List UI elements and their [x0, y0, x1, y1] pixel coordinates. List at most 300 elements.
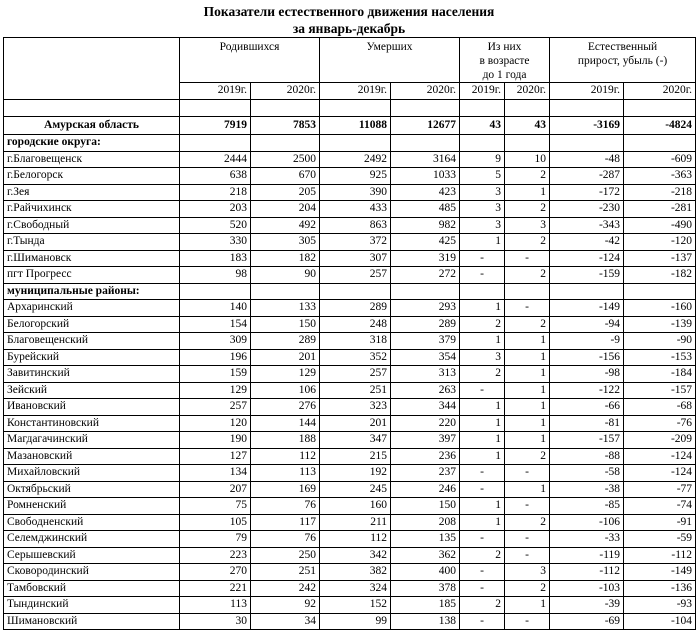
territory-name: г.Шимановск	[4, 250, 180, 267]
territory-name: г.Благовещенск	[4, 151, 180, 168]
table-cell: 183	[180, 250, 251, 267]
table-cell: -136	[624, 580, 696, 597]
table-cell: 1	[505, 333, 550, 350]
table-cell: -33	[550, 531, 624, 548]
empty-cell	[320, 283, 391, 300]
table-cell: -98	[550, 366, 624, 383]
table-cell: -	[460, 531, 505, 548]
territory-name: Амурская область	[4, 117, 180, 135]
empty-cell	[180, 135, 251, 152]
table-cell: 127	[180, 448, 251, 465]
table-cell: -48	[550, 151, 624, 168]
table-cell: -343	[550, 217, 624, 234]
empty-cell	[460, 283, 505, 300]
table-cell: 1	[505, 349, 550, 366]
table-cell: 154	[180, 316, 251, 333]
table-cell: -184	[624, 366, 696, 383]
table-cell: 169	[251, 481, 320, 498]
table-cell: 307	[320, 250, 391, 267]
table-cell: 347	[320, 432, 391, 449]
table-cell: 138	[391, 613, 460, 630]
table-cell: -93	[624, 597, 696, 614]
table-cell: -88	[550, 448, 624, 465]
report-title: Показатели естественного движения населения	[203, 4, 495, 19]
year-header: 2019г.	[180, 83, 251, 100]
table-cell: 76	[251, 531, 320, 548]
table-cell: -103	[550, 580, 624, 597]
territory-name: Тындинский	[4, 597, 180, 614]
table-cell: -209	[624, 432, 696, 449]
section-row	[4, 135, 696, 152]
table-cell: 5	[460, 168, 505, 185]
table-cell: 1	[505, 399, 550, 416]
table-cell: 92	[251, 597, 320, 614]
table-cell: 397	[391, 432, 460, 449]
table-row	[4, 184, 696, 201]
table-cell: -94	[550, 316, 624, 333]
table-cell: 251	[251, 564, 320, 581]
table-cell: 257	[180, 399, 251, 416]
table-cell: 223	[180, 547, 251, 564]
table-cell: 113	[180, 597, 251, 614]
territory-name: Мазановский	[4, 448, 180, 465]
table-cell: 400	[391, 564, 460, 581]
table-row	[4, 399, 696, 416]
table-cell: -77	[624, 481, 696, 498]
territory-name: Селемджинский	[4, 531, 180, 548]
table-cell: 925	[320, 168, 391, 185]
table-cell: -149	[550, 300, 624, 317]
table-cell: 3	[460, 217, 505, 234]
table-cell: 113	[251, 465, 320, 482]
table-cell: -230	[550, 201, 624, 218]
table-cell: 7919	[180, 117, 251, 135]
table-row	[4, 547, 696, 564]
table-cell: 2500	[251, 151, 320, 168]
table-cell: 289	[251, 333, 320, 350]
table-cell: -120	[624, 234, 696, 251]
table-cell: -157	[550, 432, 624, 449]
empty-cell	[550, 283, 624, 300]
population-table	[3, 37, 696, 630]
table-cell: 236	[391, 448, 460, 465]
table-cell: -68	[624, 399, 696, 416]
table-row	[4, 481, 696, 498]
table-cell: 105	[180, 514, 251, 531]
table-cell: -	[505, 300, 550, 317]
territory-name: Белогорский	[4, 316, 180, 333]
table-cell: 1	[460, 432, 505, 449]
table-cell: 520	[180, 217, 251, 234]
table-cell: -	[505, 465, 550, 482]
table-cell: 2492	[320, 151, 391, 168]
territory-name: Завитинский	[4, 366, 180, 383]
table-cell: 106	[251, 382, 320, 399]
table-cell: -42	[550, 234, 624, 251]
table-cell: 3164	[391, 151, 460, 168]
table-cell: 3	[460, 184, 505, 201]
table-cell: -66	[550, 399, 624, 416]
table-cell: 2	[505, 448, 550, 465]
table-cell: 1	[505, 382, 550, 399]
table-cell: 160	[320, 498, 391, 515]
table-cell: 140	[180, 300, 251, 317]
table-cell: -	[460, 382, 505, 399]
table-cell: -	[505, 613, 550, 630]
table-row	[4, 531, 696, 548]
table-cell: 289	[320, 300, 391, 317]
table-cell: 330	[180, 234, 251, 251]
table-cell: 313	[391, 366, 460, 383]
table-cell: 1	[460, 300, 505, 317]
table-cell: 90	[251, 267, 320, 284]
table-cell: 305	[251, 234, 320, 251]
table-cell: 354	[391, 349, 460, 366]
territory-name: Октябрьский	[4, 481, 180, 498]
table-cell: -112	[550, 564, 624, 581]
table-cell: 34	[251, 613, 320, 630]
table-cell: 129	[251, 366, 320, 383]
table-cell: 9	[460, 151, 505, 168]
table-cell: 43	[505, 117, 550, 135]
table-cell: -76	[624, 415, 696, 432]
table-cell: -	[460, 267, 505, 284]
table-cell: 117	[251, 514, 320, 531]
report-subtitle: за январь-декабрь	[292, 21, 406, 36]
table-cell: 11088	[320, 117, 391, 135]
table-row	[4, 465, 696, 482]
territory-name: Бурейский	[4, 349, 180, 366]
territory-name: Свободненский	[4, 514, 180, 531]
table-cell: -3169	[550, 117, 624, 135]
table-cell: 204	[251, 201, 320, 218]
territory-name: Магдагачинский	[4, 432, 180, 449]
table-cell: 982	[391, 217, 460, 234]
year-header: 2019г.	[320, 83, 391, 100]
table-cell: 12677	[391, 117, 460, 135]
table-cell: 220	[391, 415, 460, 432]
table-cell: 218	[180, 184, 251, 201]
table-cell: 1	[460, 514, 505, 531]
table-cell: 211	[320, 514, 391, 531]
section-label: муниципальные районы:	[4, 283, 180, 300]
header-row	[4, 38, 696, 83]
table-cell: -4824	[624, 117, 696, 135]
table-row	[4, 448, 696, 465]
table-cell: 134	[180, 465, 251, 482]
table-cell: 1	[505, 481, 550, 498]
table-row	[4, 597, 696, 614]
table-cell: 208	[391, 514, 460, 531]
table-cell: 135	[391, 531, 460, 548]
table-cell: -124	[624, 448, 696, 465]
table-cell: 237	[391, 465, 460, 482]
table-cell: -	[460, 481, 505, 498]
table-cell: 133	[251, 300, 320, 317]
table-cell: 112	[320, 531, 391, 548]
table-cell: -160	[624, 300, 696, 317]
table-cell: 382	[320, 564, 391, 581]
table-cell: 192	[320, 465, 391, 482]
territory-name: Шимановский	[4, 613, 180, 630]
table-cell: 248	[320, 316, 391, 333]
table-cell: 152	[320, 597, 391, 614]
table-cell: 150	[251, 316, 320, 333]
table-cell: 2	[505, 201, 550, 218]
empty-cell	[550, 135, 624, 152]
year-header: 2020г.	[251, 83, 320, 100]
table-row	[4, 151, 696, 168]
table-cell: -119	[550, 547, 624, 564]
table-cell: -106	[550, 514, 624, 531]
table-cell: -69	[550, 613, 624, 630]
table-cell: -	[505, 547, 550, 564]
table-cell: 362	[391, 547, 460, 564]
table-cell: -218	[624, 184, 696, 201]
table-cell: -159	[550, 267, 624, 284]
table-cell: 863	[320, 217, 391, 234]
table-cell: 2444	[180, 151, 251, 168]
empty-cell	[624, 135, 696, 152]
table-cell: 2	[505, 316, 550, 333]
table-row	[4, 514, 696, 531]
territory-name: Константиновский	[4, 415, 180, 432]
empty-cell	[505, 283, 550, 300]
territory-name: Благовещенский	[4, 333, 180, 350]
header-natural-growth: Естественный прирост, убыль (-)	[550, 38, 696, 83]
table-row	[4, 349, 696, 366]
table-cell: 205	[251, 184, 320, 201]
table-cell: 10	[505, 151, 550, 168]
table-cell: -156	[550, 349, 624, 366]
empty-cell	[391, 283, 460, 300]
table-cell: 1	[505, 415, 550, 432]
empty-cell	[624, 283, 696, 300]
territory-name: г.Свободный	[4, 217, 180, 234]
table-cell: -137	[624, 250, 696, 267]
territory-name: Зейский	[4, 382, 180, 399]
table-cell: 2	[505, 168, 550, 185]
territory-name: Ивановский	[4, 399, 180, 416]
table-row	[4, 300, 696, 317]
table-cell: -104	[624, 613, 696, 630]
territory-name: Сковородинский	[4, 564, 180, 581]
spacer-row	[4, 100, 696, 117]
table-cell: 43	[460, 117, 505, 135]
table-cell: 270	[180, 564, 251, 581]
table-cell: -	[460, 250, 505, 267]
territory-name: г.Райчихинск	[4, 201, 180, 218]
table-cell: 76	[251, 498, 320, 515]
table-cell: 433	[320, 201, 391, 218]
table-row	[4, 168, 696, 185]
table-cell: 245	[320, 481, 391, 498]
table-cell: 2	[460, 366, 505, 383]
table-row	[4, 333, 696, 350]
table-cell: 2	[460, 597, 505, 614]
table-row	[4, 382, 696, 399]
table-cell: 30	[180, 613, 251, 630]
table-cell: 293	[391, 300, 460, 317]
table-cell: 190	[180, 432, 251, 449]
table-cell: 3	[460, 349, 505, 366]
table-cell: 2	[460, 316, 505, 333]
table-cell: 378	[391, 580, 460, 597]
table-cell: 1	[460, 498, 505, 515]
table-cell: 75	[180, 498, 251, 515]
table-row	[4, 217, 696, 234]
table-cell: -281	[624, 201, 696, 218]
table-cell: -609	[624, 151, 696, 168]
empty-cell	[391, 135, 460, 152]
table-cell: 2	[505, 234, 550, 251]
table-cell: -157	[624, 382, 696, 399]
table-cell: 390	[320, 184, 391, 201]
table-cell: 120	[180, 415, 251, 432]
table-cell: -139	[624, 316, 696, 333]
table-cell: 7853	[251, 117, 320, 135]
table-cell: -	[505, 498, 550, 515]
table-cell: 1	[460, 333, 505, 350]
table-cell: -	[460, 613, 505, 630]
table-row	[4, 564, 696, 581]
table-row	[4, 234, 696, 251]
territory-name: г.Белогорск	[4, 168, 180, 185]
table-cell: 276	[251, 399, 320, 416]
territory-name: Тамбовский	[4, 580, 180, 597]
table-row	[4, 415, 696, 432]
table-cell: 98	[180, 267, 251, 284]
table-cell: 129	[180, 382, 251, 399]
year-header: 2020г.	[391, 83, 460, 100]
year-header: 2020г.	[505, 83, 550, 100]
total-row	[4, 117, 696, 135]
table-cell: 1	[460, 234, 505, 251]
table-cell: 251	[320, 382, 391, 399]
table-cell: -74	[624, 498, 696, 515]
header-born: Родившихся	[180, 38, 320, 83]
table-cell: 324	[320, 580, 391, 597]
table-cell: 318	[320, 333, 391, 350]
territory-name: Серышевский	[4, 547, 180, 564]
table-cell: -90	[624, 333, 696, 350]
table-row	[4, 432, 696, 449]
section-label: городские округа:	[4, 135, 180, 152]
empty-cell	[460, 135, 505, 152]
table-cell: -9	[550, 333, 624, 350]
table-cell: -	[505, 531, 550, 548]
table-cell: 188	[251, 432, 320, 449]
section-row	[4, 283, 696, 300]
table-cell: 201	[320, 415, 391, 432]
territory-name: Ромненский	[4, 498, 180, 515]
table-cell: 1	[505, 432, 550, 449]
table-cell: -153	[624, 349, 696, 366]
table-cell: 201	[251, 349, 320, 366]
table-cell: -58	[550, 465, 624, 482]
table-cell: -81	[550, 415, 624, 432]
table-cell: -363	[624, 168, 696, 185]
table-row	[4, 250, 696, 267]
table-cell: 263	[391, 382, 460, 399]
empty-cell	[251, 135, 320, 152]
table-cell: 425	[391, 234, 460, 251]
table-cell: -38	[550, 481, 624, 498]
table-row	[4, 498, 696, 515]
table-cell: 319	[391, 250, 460, 267]
table-cell: -	[505, 250, 550, 267]
year-header: 2019г.	[460, 83, 505, 100]
table-cell: 1	[505, 597, 550, 614]
table-cell: 352	[320, 349, 391, 366]
table-cell: 221	[180, 580, 251, 597]
table-cell: 423	[391, 184, 460, 201]
table-cell: 203	[180, 201, 251, 218]
table-cell: 2	[505, 267, 550, 284]
table-row	[4, 366, 696, 383]
table-cell: 185	[391, 597, 460, 614]
table-cell: 1033	[391, 168, 460, 185]
table-row	[4, 267, 696, 284]
table-cell: -124	[550, 250, 624, 267]
table-cell: 144	[251, 415, 320, 432]
table-cell: -172	[550, 184, 624, 201]
territory-name: г.Зея	[4, 184, 180, 201]
table-cell: 289	[391, 316, 460, 333]
table-cell: -59	[624, 531, 696, 548]
header-infants: Из них в возрасте до 1 года	[460, 38, 550, 83]
table-cell: 207	[180, 481, 251, 498]
table-row	[4, 316, 696, 333]
table-cell: -490	[624, 217, 696, 234]
table-row	[4, 201, 696, 218]
table-cell: 79	[180, 531, 251, 548]
table-cell: -91	[624, 514, 696, 531]
table-cell: 3	[505, 217, 550, 234]
table-cell: 150	[391, 498, 460, 515]
table-cell: -	[460, 580, 505, 597]
table-cell: 1	[460, 399, 505, 416]
empty-cell	[251, 283, 320, 300]
table-cell: 1	[460, 448, 505, 465]
table-cell: 257	[320, 366, 391, 383]
table-cell: 342	[320, 547, 391, 564]
table-cell: 257	[320, 267, 391, 284]
table-cell: -124	[624, 465, 696, 482]
territory-name: г.Тында	[4, 234, 180, 251]
territory-name: Михайловский	[4, 465, 180, 482]
table-cell: 182	[251, 250, 320, 267]
table-cell: 344	[391, 399, 460, 416]
table-cell: 2	[505, 514, 550, 531]
table-cell: 638	[180, 168, 251, 185]
table-cell: 2	[505, 580, 550, 597]
table-cell: 112	[251, 448, 320, 465]
table-cell: 670	[251, 168, 320, 185]
empty-cell	[320, 135, 391, 152]
year-header: 2019г.	[550, 83, 624, 100]
table-cell: 485	[391, 201, 460, 218]
table-cell: 309	[180, 333, 251, 350]
table-cell: 159	[180, 366, 251, 383]
header-died: Умерших	[320, 38, 460, 83]
territory-name: пгт Прогресс	[4, 267, 180, 284]
table-cell: -	[460, 564, 505, 581]
table-cell: 323	[320, 399, 391, 416]
table-cell: 2	[460, 547, 505, 564]
table-cell: -149	[624, 564, 696, 581]
table-cell: 3	[460, 201, 505, 218]
